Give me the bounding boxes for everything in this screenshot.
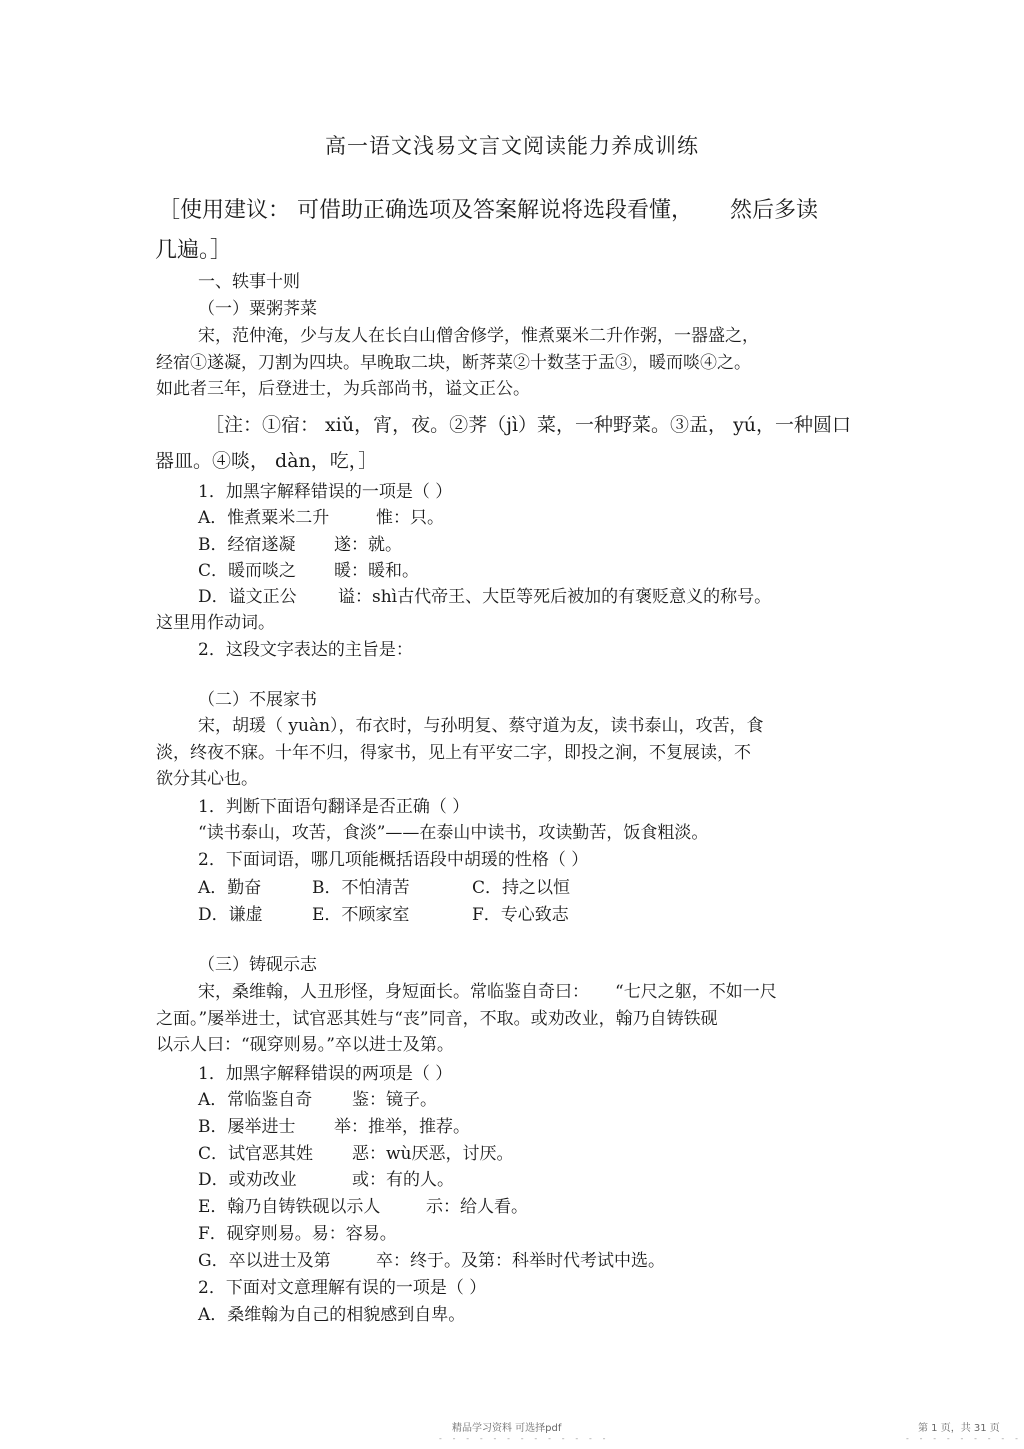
p3-q1-option-b: B．屡举进士 举：推举，推荐。 [198,1117,470,1137]
passage-3-subtitle: （三）铸砚示志 [198,955,317,975]
p1-q1-option-b: B．经宿遂凝 遂：就。 [198,535,402,555]
passage-2-question-2: 2．下面词语，哪几项能概括语段中胡瑗的性格（ ） [198,850,589,870]
p3-q1-option-d: D．或劝改业 或：有的人。 [198,1170,454,1190]
footer-watermark-text: 精品学习资料 可选择pdf [452,1423,562,1434]
passage-1-line-1: 宋，范仲淹，少与友人在长白山僧舍修学，惟煮粟米二升作粥，一器盛之， [198,326,759,346]
passage-2-line-1: 宋，胡瑗（ yuàn），布衣时，与孙明复、蔡守道为友，读书泰山，攻苦，食 [198,716,764,736]
passage-1-line-2: 经宿①遂凝，刀割为四块。早晚取二块，断荠菜②十数茎于盂③，暖而啖④之。 [156,353,751,373]
p2-q2-options-row-1: A．勤奋 B．不怕清苦 C．持之以恒 [198,878,571,898]
footer-divider-right: - - - - - - - - - [905,1434,1021,1443]
page-number: 第 1 页，共 31 页 [918,1423,1000,1434]
p3-q1-option-a: A．常临鉴自奇 鉴：镜子。 [198,1090,437,1110]
p3-q1-option-c: C．试官恶其姓 恶：wù厌恶，讨厌。 [198,1144,514,1164]
passage-3-question-1: 1．加黑字解释错误的两项是（ ） [198,1064,453,1084]
advice-text-b: 然后多读 [730,198,819,223]
passage-3-line-1: 宋，桑维翰，人丑形怪，身短面长。常临鉴自奇曰： “七尺之躯，不如一尺 [198,982,777,1002]
advice-text-a: ［使用建议： 可借助正确选项及答案解说将选段看懂， [158,198,693,223]
passage-1-note-1: ［注：①宿： xiǔ，宵，夜。②荠（jì）菜，一种野菜。③盂， yú，一种圆口 [205,414,852,436]
p3-q1-option-f: F．砚穿则易。易：容易。 [198,1224,397,1244]
advice-line-2: 几遍。］ [155,238,233,263]
passage-1-question-1: 1．加黑字解释错误的一项是（ ） [198,482,453,502]
advice-line-1 [158,193,818,224]
p3-q1-option-e: E．翰乃自铸铁砚以示人 示：给人看。 [198,1197,528,1217]
footer-divider: - - - - - - - - - - - - - [438,1434,609,1443]
passage-2-question-1-sentence: “读书泰山，攻苦，食淡”——在泰山中读书，攻读勤苦，饭食粗淡。 [198,823,709,843]
passage-3-line-3: 以示人曰：“砚穿则易。”卒以进士及第。 [156,1035,454,1055]
passage-3-question-2: 2．下面对文意理解有误的一项是（ ） [198,1278,487,1298]
passage-1-question-2: 2．这段文字表达的主旨是： [198,640,413,660]
p1-q1-option-d-cont: 这里用作动词。 [156,613,275,633]
page-title: 高一语文浅易文言文阅读能力养成训练 [325,134,699,158]
p2-q2-options-row-2: D．谦虚 E．不顾家室 F．专心致志 [198,905,569,925]
p1-q1-option-a: A．惟煮粟米二升 惟：只。 [198,508,444,528]
passage-3-line-2: 之面。”屡举进士，试官恶其姓与“丧”同音，不取。或劝改业，翰乃自铸铁砚 [156,1009,718,1029]
section-heading: 一、轶事十则 [198,272,300,292]
passage-1-note-2: 器皿。④啖， dàn，吃，］ [155,450,378,472]
passage-1-line-3: 如此者三年，后登进士，为兵部尚书，谥文正公。 [156,379,530,399]
p1-q1-option-c: C．暖而啖之 暖：暖和。 [198,561,419,581]
passage-2-question-1: 1．判断下面语句翻译是否正确（ ） [198,797,470,817]
p3-q2-option-a: A．桑维翰为自己的相貌感到自卑。 [198,1305,466,1325]
passage-2-subtitle: （二）不展家书 [198,690,317,710]
passage-1-subtitle: （一）粟粥荠菜 [198,299,317,319]
p3-q1-option-g: G．卒以进士及第 卒：终于。及第：科举时代考试中选。 [198,1251,665,1271]
passage-2-line-2: 淡，终夜不寐。十年不归，得家书，见上有平安二字，即投之涧，不复展读，不 [156,743,751,763]
p1-q1-option-d: D．谥文正公 谥：shì古代帝王、大臣等死后被加的有褒贬意义的称号。 [198,587,772,607]
passage-2-line-3: 欲分其心也。 [156,769,258,789]
